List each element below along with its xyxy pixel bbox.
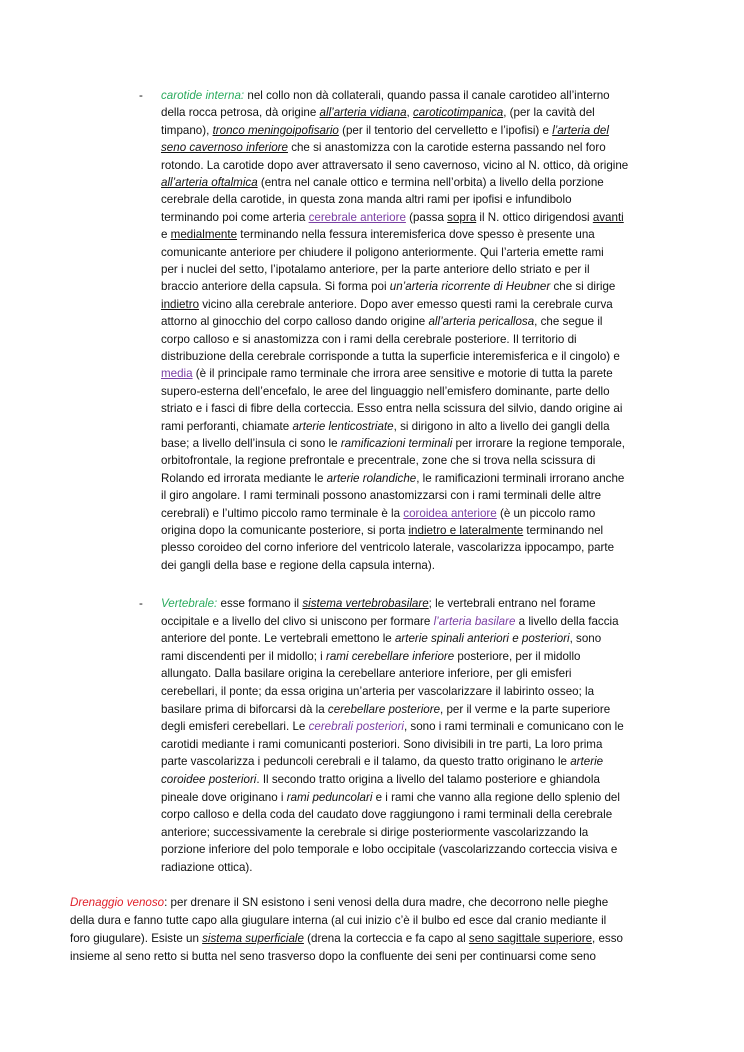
bullet-text-line [161,349,620,364]
text-run: e i rami che vanno alla regione dello splenio del [372,790,620,804]
bullet-text-line [161,401,622,416]
text-run: corpo calloso e si anastomizza con i rami della cerebrale posteriore. Il territorio di [161,332,577,346]
bullet-text-line [161,123,609,138]
bullet-dash: - [139,89,143,102]
bullet-text-line [161,419,610,434]
text-run: all’arteria oftalmica [161,176,258,189]
text-run: rami cerebellare inferiore [325,649,455,663]
text-run: corpo calloso e della coda del caudato dove raggiungono i rami terminali della cerebrale [161,808,613,822]
text-run: posteriore, per il midollo [454,649,581,663]
bullet-text-line [161,540,614,555]
text-run: indietro [161,297,200,311]
text-run: arterie [570,755,604,769]
text-run: radiazione ottica). [161,861,253,874]
bullet-text-line [161,140,606,155]
text-run: orbitofrontale, la regione prefrontale e precentrale, zone che si trova nella scissura di [161,454,596,468]
hyperlink[interactable]: media [161,367,193,381]
text-run: un’arteria ricorrente di Heubner [389,280,551,294]
bullet-text-line [161,614,619,629]
text-run: distribuzione della cerebrale corrisponde a tutta la superficie interemisferica e il cingolo) e [161,350,620,363]
text-run: ; le vertebrali entrano nel forame [428,597,596,610]
text-run: indietro e lateralmente [408,524,524,537]
text-run: sistema vertebrobasilare [302,597,429,610]
text-run: plesso coroideo del corno inferiore del ventricolo laterale, vascolarizza ippocampo, parte [161,541,615,555]
bullet-text-line [161,175,604,190]
bullet-text-line [161,436,625,451]
text-run: cerebellare posteriore [327,702,441,716]
bullet-text-line [161,702,610,717]
bullet-text-line [161,772,600,787]
text-run: cerebrale della carotide, in questa zona manda altri rami per ipofisi e infundibolo [161,193,572,207]
text-run: che si dirige [550,280,616,294]
text-run: a livello della faccia [515,614,619,628]
text-run: supero-esterna dell’encefalo, le aree del linguaggio nell’emisfero dominante, parte dello [161,384,610,398]
text-run: degli emisferi cerebellari. Le [161,720,309,734]
text-run: (passa [405,210,448,224]
text-run: , [406,106,413,120]
bullet-text-line [161,649,581,664]
text-run: della dura e fanno tutte capo alla giugulare interna (al cui inizio c’è il bulbo ed esce dal cranio mediante il [70,914,607,928]
text-run: (drena la corteccia e fa capo al [303,932,469,946]
text-run: e [161,228,171,242]
text-run: terminando nel [523,524,604,537]
bullet-text-line [161,332,577,347]
bullet-text-line [161,262,590,277]
text-run: all’arteria vidiana [319,106,407,120]
text-run: ramificazioni terminali [340,437,453,450]
text-run: (entra nel canale ottico e termina nell’orbita) a livello della porzione [257,176,604,189]
text-run: rami discendenti per il midollo; i [161,649,326,663]
bullet-text-line [161,860,253,875]
text-run: parte vascolarizza i peduncoli cerebrali e il talamo, da questo tratto originano le [161,755,571,769]
bullet-text-line [161,471,624,486]
text-run: all’arteria pericallosa [428,315,535,329]
text-run: anteriore; successivamente la cerebrale si dirige posteriormente vascolarizzando la [161,825,589,839]
bullet-text-line [161,666,572,681]
text-run: arterie lenticostriate [292,419,394,433]
text-run: occipitale e a livello del clivo si uniscono per formare [161,614,434,628]
text-run: nel collo non dà collaterali, quando passa il canale carotideo all’interno [247,89,610,102]
text-run: (è il principale ramo terminale che irrora aree sensitive e motorie di tutta la parete [192,367,613,381]
text-run: dei gangli della base e regione della capsula interna). [161,558,435,572]
text-run: rami peduncolari [286,790,373,804]
bullet-text-line [161,314,603,329]
section-heading: carotide interna: [161,89,245,102]
bullet-text-line [161,523,603,538]
text-run: comunicante anteriore per chiudere il poligono anteriormente. Qui l’arteria emette rami [161,245,604,259]
paragraph-line [70,913,606,928]
text-run: timpano), [161,123,213,137]
text-run: esse formano il [217,597,303,610]
text-run: foro giugulare). Esiste un [70,932,203,946]
section-heading: Drenaggio venoso [70,896,165,909]
bullet-text-line [161,279,615,294]
text-run: della rocca petrosa, dà origine [161,106,320,120]
bullet-text-line [161,384,610,399]
text-run: cerebrali posteriori [308,720,404,734]
text-run: cerebrali) e l’ultimo piccolo ramo terminale è la [161,506,404,520]
text-run: origina dopo la comunicante posteriore, si porta [161,524,409,537]
bullet-text-line [161,210,624,225]
text-run: sopra [447,210,477,224]
paragraph-line [70,949,596,964]
text-run: insieme al seno retto si butta nel seno trasverso dopo la confluente dei seni per continuarsi come seno [70,950,596,964]
text-run: terminando nella fessura interemisferica dove spesso è presente una [237,228,595,242]
bullet-text-line [161,192,572,207]
text-run: l’arteria basilare [433,614,516,628]
bullet-text-line [161,719,624,734]
text-run: che si anastomizza con la carotide esterna passando nel foro [287,141,606,155]
text-run: per i nuclei del setto, l’ipotalamo anteriore, per la parte anteriore dello striato e per il [161,263,590,276]
text-run: base; a livello dell’insula ci sono le [161,437,341,450]
bullet-text-line [161,245,604,260]
text-run: allungato. Dalla basilare origina la cerebellare anteriore inferiore, per gli emisferi [161,667,572,681]
text-run: arterie spinali anteriori e posteriori [394,632,570,646]
text-run: rami perforanti, chiamate [161,419,293,433]
text-run: : per drenare il SN esistono i seni venosi della dura madre, che decorrono nelle pieghe [164,896,609,909]
text-run: per irrorare la regione temporale, [452,437,625,450]
bullet-text-line [161,558,435,573]
text-run: , per il verme e la parte superiore [440,702,611,716]
text-run: vicino alla cerebrale anteriore. Dopo aver emesso questi rami la cerebrale curva [199,297,613,311]
bullet-text-line [161,453,595,468]
bullet-text-line [161,366,613,381]
bullet-text-line [161,790,620,805]
text-run: , sono i rami terminali e comunicano con le [403,720,624,734]
text-run: cerebellari, il ponte; da essa origina un’arteria per vascolarizzare il labirinto osseo; la [161,685,595,698]
text-run: medialmente [170,228,238,242]
text-run: striato e i fasci di fibre della corteccia. Esso entra nella scissura del silvio, dando origine ai [161,402,623,416]
text-run: , le ramificazioni terminali irrorano anche [416,471,625,485]
bullet-text-line [161,506,595,521]
text-run: sistema superficiale [202,932,304,946]
text-run: pineale dove originano i [161,790,287,804]
text-run: Rolando ed irrorata mediante le [161,471,327,485]
text-run: l’arteria del [552,123,609,137]
text-run: basilare prima di biforcarsi dà la [161,702,328,716]
text-run: porzione inferiore del polo temporale e lobo occipitale (vascolarizzando corteccia visiva e [161,843,618,857]
section-heading: Vertebrale: [161,597,218,610]
bullet-text-line [161,825,588,840]
bullet-text-line [161,842,617,857]
text-run: , che segue il [534,315,603,329]
text-run: carotidi mediante i rami comunicanti posteriori. Sono divisibili in tre parti, La loro prima [161,737,603,751]
text-run: seno sagittale superiore [468,932,593,946]
text-run: , esso [592,932,623,946]
bullet-text-line [161,88,610,103]
text-run: arterie rolandiche [326,471,417,485]
bullet-text-line [161,596,596,611]
text-run: (per il tentorio del cervelletto e l’ipofisi) e [338,123,553,137]
text-run: il giro angolare. I rami terminali possono anastomizzarsi con i rami terminali delle altre [161,489,602,503]
bullet-text-line [161,754,603,769]
text-run: tronco meningoipofisario [212,123,339,137]
bullet-text-line [161,158,628,173]
text-run: coroidee posteriori [161,773,257,786]
bullet-text-line [161,105,595,120]
text-run: anteriore del ponte. Le vertebrali emettono le [161,632,395,646]
hyperlink[interactable]: cerebrale anteriore [308,210,406,224]
text-run: seno cavernoso inferiore [161,141,288,155]
text-run: caroticotimpanica [413,106,504,120]
hyperlink[interactable]: coroidea anteriore [403,506,497,520]
bullet-text-line [161,684,594,699]
text-run: terminando poi come arteria [161,210,309,224]
text-run: , si dirigono in alto a livello dei gangli della [393,419,610,433]
bullet-text-line [161,297,613,312]
text-run: attorno al ginocchio del corpo calloso dando origine [161,315,429,329]
text-run: rotondo. La carotide dopo aver attraversato il seno cavernoso, vicino al N. ottico, dà origine [161,158,629,172]
text-run: , (per la cavità del [503,106,595,120]
text-run: avanti [592,210,624,224]
text-run: braccio anteriore della capsula. Si forma poi [161,280,390,294]
bullet-text-line [161,737,602,752]
text-run: , sono [569,632,602,646]
text-run: il N. ottico dirigendosi [476,210,593,224]
bullet-text-line [161,488,601,503]
bullet-text-line [161,227,595,242]
paragraph-line [70,895,608,910]
text-run: (è un piccolo ramo [496,506,596,520]
bullet-text-line [161,631,601,646]
bullet-dash: - [139,597,143,610]
text-run: . Il secondo tratto origina a livello del talamo posteriore e ghiandola [256,773,600,786]
bullet-text-line [161,807,612,822]
paragraph-line [70,931,623,946]
